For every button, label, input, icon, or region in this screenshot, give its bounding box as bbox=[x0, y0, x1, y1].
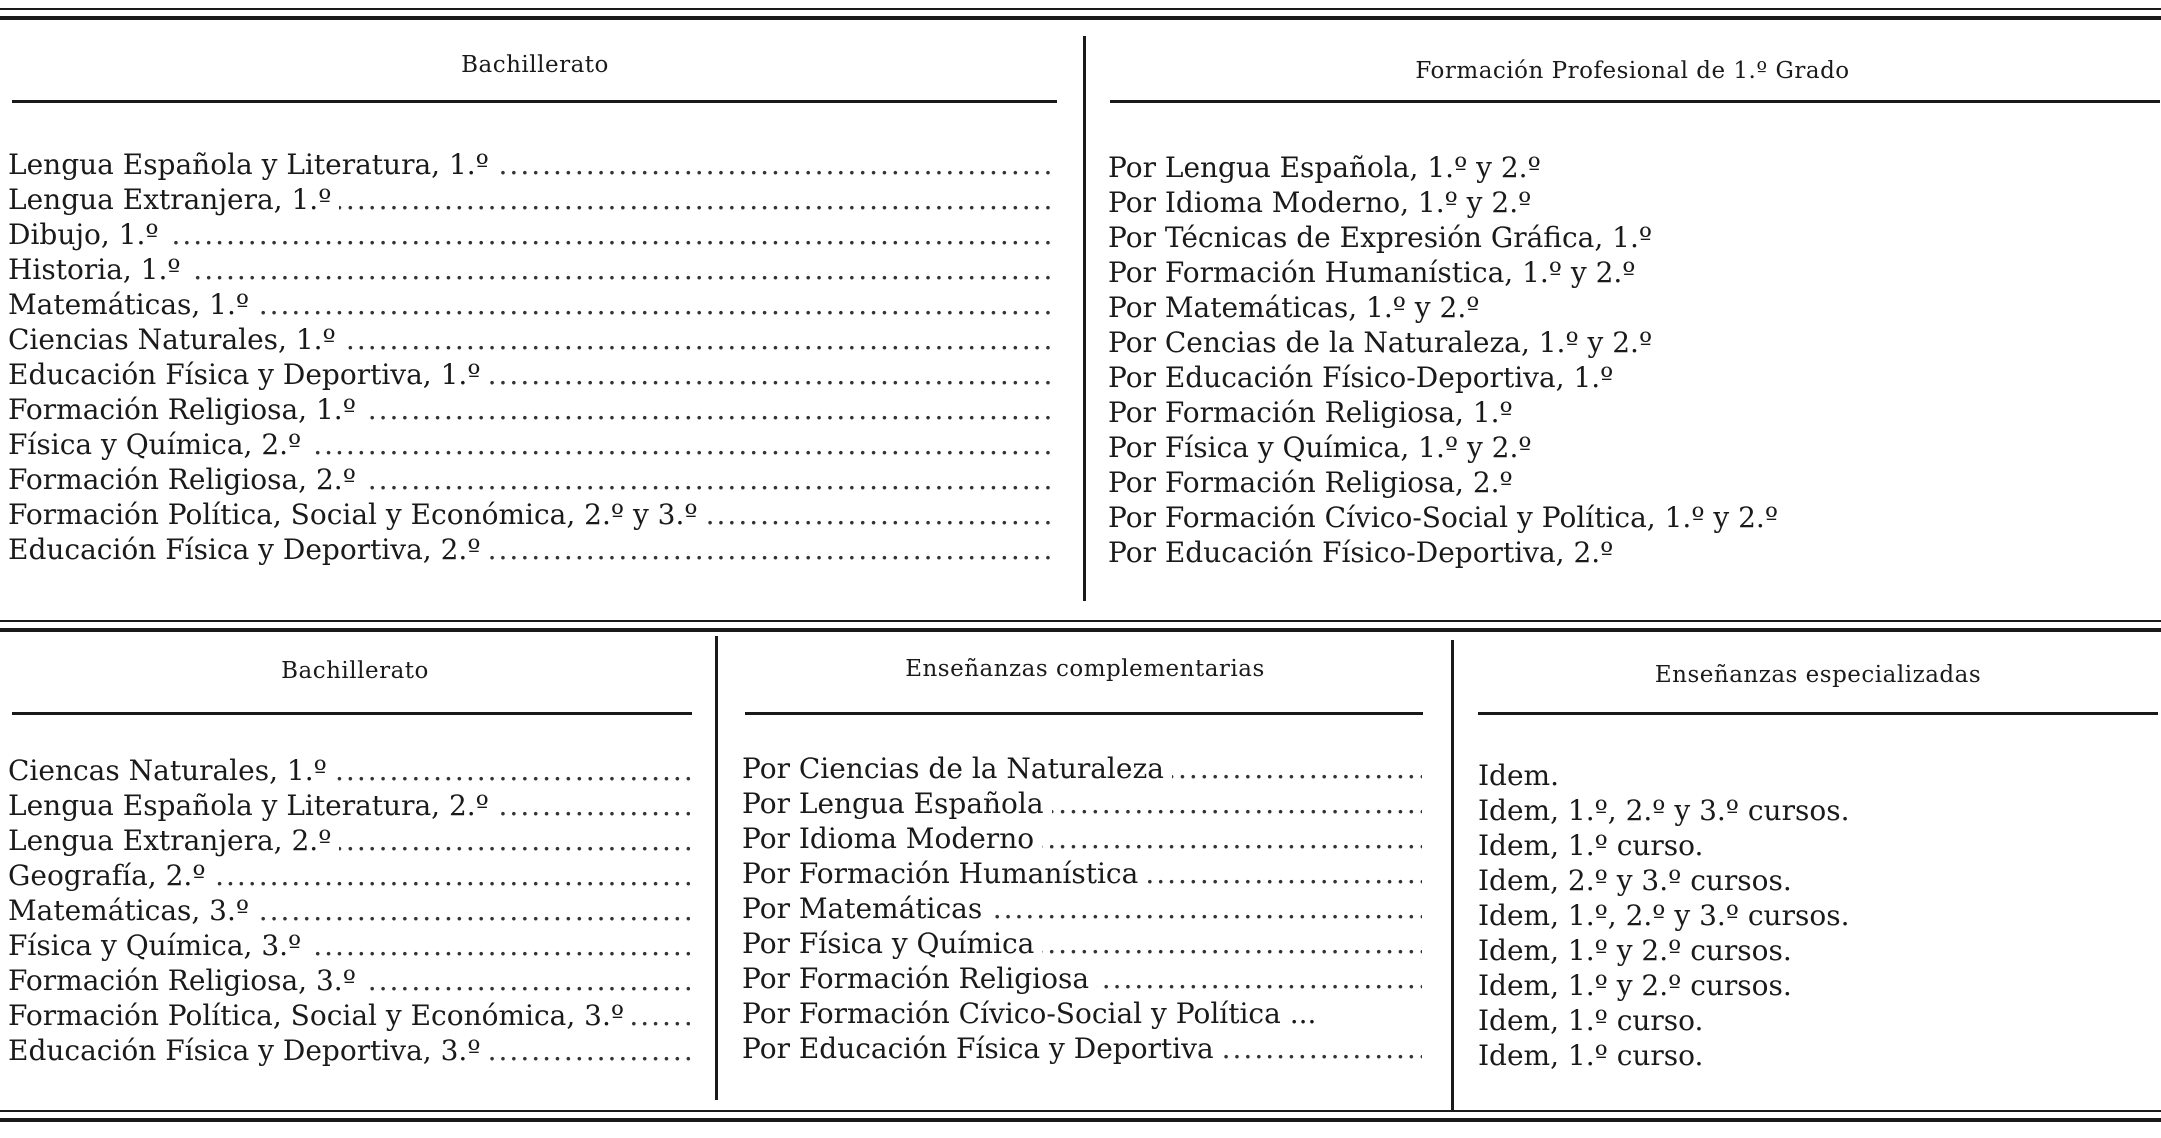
list-item: Idem, 2.º y 3.º cursos. bbox=[1478, 864, 1792, 897]
list-item: Formación Política, Social y Económica, 3.º ..... bbox=[8, 998, 690, 1033]
list-item: Idem, 1.º curso. bbox=[1478, 1004, 1704, 1037]
bottom-col3-list bbox=[1478, 758, 2158, 1073]
bottom-col2-heading: Enseñanzas complementarias bbox=[905, 656, 1265, 682]
list-item: Por Lengua Española ..... bbox=[742, 786, 1422, 821]
list-item: Lengua Española y Literatura, 1.º ..... bbox=[8, 147, 1056, 182]
list-item: Idem. bbox=[1478, 759, 1560, 792]
top-left-heading-rule bbox=[12, 100, 1057, 103]
list-item: Educación Física y Deportiva, 1.º ..... bbox=[8, 357, 1056, 392]
list-item: Educación Física y Deportiva, 2.º ..... bbox=[8, 532, 1056, 567]
middle-rule-thin bbox=[0, 620, 2161, 622]
list-item: Por Formación Humanística, 1.º y 2.º bbox=[1108, 256, 1636, 289]
list-item: Idem, 1.º, 2.º y 3.º cursos. bbox=[1478, 794, 1850, 827]
list-item: Geografía, 2.º ..... bbox=[8, 858, 690, 893]
list-item: Por Formación Cívico-Social y Política, 1.º y 2.º bbox=[1108, 501, 1778, 534]
list-item: Por Formación Religiosa, 1.º bbox=[1108, 396, 1513, 429]
list-item: Por Formación Cívico-Social y Política ... bbox=[742, 997, 1317, 1030]
bottom-divider-2 bbox=[1451, 640, 1454, 1110]
list-item: Formación Religiosa, 3.º ..... bbox=[8, 963, 690, 998]
list-item: Formación Religiosa, 1.º ..... bbox=[8, 392, 1056, 427]
list-item: Idem, 1.º curso. bbox=[1478, 1039, 1704, 1072]
list-item: Matemáticas, 3.º ..... bbox=[8, 893, 690, 928]
list-item: Ciencas Naturales, 1.º ..... bbox=[8, 753, 690, 788]
list-item: Por Idioma Moderno ..... bbox=[742, 821, 1422, 856]
list-item: Por Cencias de la Naturaleza, 1.º y 2.º bbox=[1108, 326, 1653, 359]
list-item: Idem, 1.º curso. bbox=[1478, 829, 1704, 862]
list-item: Educación Física y Deportiva, 3.º ..... bbox=[8, 1033, 690, 1068]
list-item: Por Idioma Moderno, 1.º y 2.º bbox=[1108, 186, 1532, 219]
middle-rule-thick bbox=[0, 628, 2161, 632]
bottom-col3-heading: Enseñanzas especializadas bbox=[1654, 662, 1982, 688]
top-rule-thick bbox=[0, 16, 2161, 20]
list-item: Por Matemáticas ..... bbox=[742, 891, 1422, 926]
list-item: Dibujo, 1.º ..... bbox=[8, 217, 1056, 252]
bottom-col2-heading-rule bbox=[745, 712, 1423, 715]
bottom-col1-list bbox=[8, 753, 690, 1068]
list-item: Física y Química, 3.º ..... bbox=[8, 928, 690, 963]
bottom-rule-thick bbox=[0, 1118, 2161, 1122]
list-item: Por Educación Física y Deportiva ..... bbox=[742, 1031, 1422, 1066]
bottom-col1-heading: Bachillerato bbox=[281, 658, 429, 684]
top-rule-thin bbox=[0, 8, 2161, 10]
list-item: Por Ciencias de la Naturaleza ..... bbox=[742, 751, 1422, 786]
list-item: Por Formación Humanística ..... bbox=[742, 856, 1422, 891]
list-item: Matemáticas, 1.º ..... bbox=[8, 287, 1056, 322]
top-right-heading-rule bbox=[1110, 100, 2160, 103]
top-left-heading: Bachillerato bbox=[461, 52, 609, 78]
list-item: Formación Política, Social y Económica, 2.º y 3.º ..... bbox=[8, 497, 1056, 532]
list-item: Por Formación Religiosa ..... bbox=[742, 961, 1422, 996]
top-left-list bbox=[8, 147, 1056, 567]
list-item: Lengua Extranjera, 2.º ..... bbox=[8, 823, 690, 858]
list-item: Por Física y Química, 1.º y 2.º bbox=[1108, 431, 1532, 464]
list-item: Idem, 1.º, 2.º y 3.º cursos. bbox=[1478, 899, 1850, 932]
top-right-heading: Formación Profesional de 1.º Grado bbox=[1415, 58, 1850, 84]
list-item: Por Educación Físico-Deportiva, 2.º bbox=[1108, 536, 1614, 569]
top-divider bbox=[1083, 36, 1086, 601]
list-item: Por Formación Religiosa, 2.º bbox=[1108, 466, 1513, 499]
list-item: Ciencias Naturales, 1.º ..... bbox=[8, 322, 1056, 357]
list-item: Por Educación Físico-Deportiva, 1.º bbox=[1108, 361, 1614, 394]
bottom-col3-heading-rule bbox=[1478, 712, 2158, 715]
list-item: Historia, 1.º ..... bbox=[8, 252, 1056, 287]
list-item: Por Física y Química ..... bbox=[742, 926, 1422, 961]
bottom-col1-heading-rule bbox=[12, 712, 692, 715]
list-item: Lengua Española y Literatura, 2.º ..... bbox=[8, 788, 690, 823]
bottom-col2-list bbox=[742, 751, 1422, 1066]
list-item: Lengua Extranjera, 1.º ..... bbox=[8, 182, 1056, 217]
bottom-divider-1 bbox=[715, 636, 718, 1100]
top-right-list bbox=[1108, 150, 2158, 570]
list-item: Por Matemáticas, 1.º y 2.º bbox=[1108, 291, 1480, 324]
list-item: Formación Religiosa, 2.º ..... bbox=[8, 462, 1056, 497]
list-item: Física y Química, 2.º ..... bbox=[8, 427, 1056, 462]
bottom-rule-thin bbox=[0, 1110, 2161, 1112]
list-item: Idem, 1.º y 2.º cursos. bbox=[1478, 934, 1792, 967]
list-item: Por Lengua Española, 1.º y 2.º bbox=[1108, 151, 1541, 184]
list-item: Idem, 1.º y 2.º cursos. bbox=[1478, 969, 1792, 1002]
list-item: Por Técnicas de Expresión Gráfica, 1.º bbox=[1108, 221, 1653, 254]
